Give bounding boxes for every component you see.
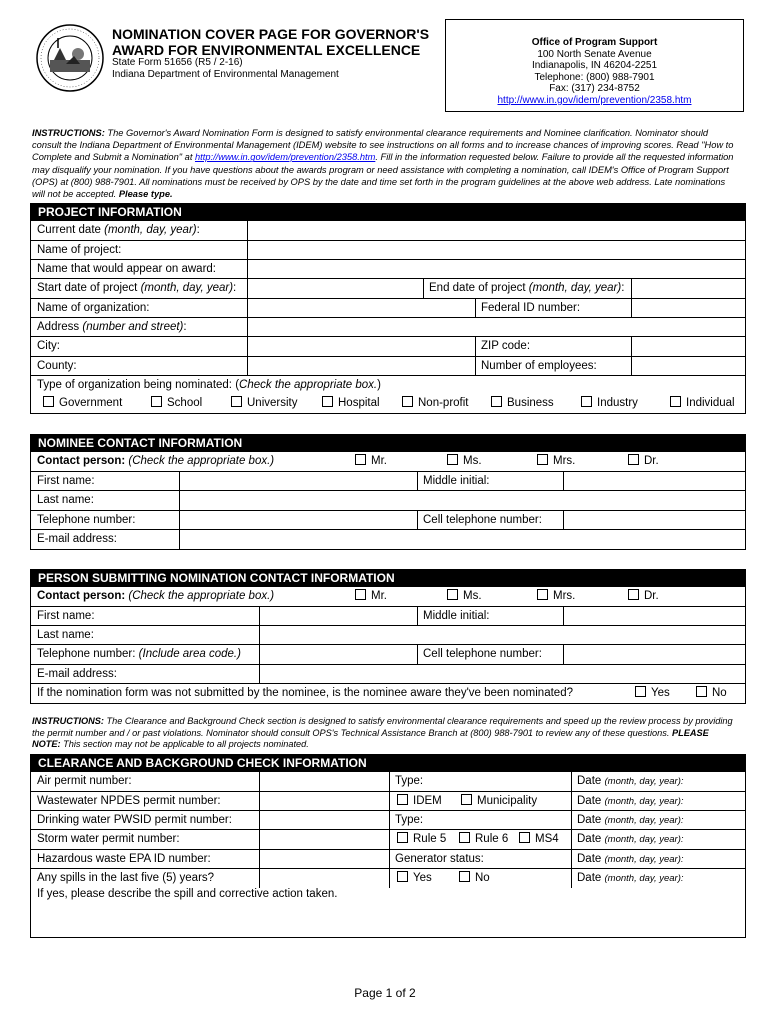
organization-row <box>31 299 745 318</box>
nominee-section-header: NOMINEE CONTACT INFORMATION <box>30 434 746 452</box>
office-fax: Fax: (317) 234-8752 <box>549 83 640 95</box>
npdes-idem-option[interactable]: IDEM <box>397 792 442 811</box>
nominee-cell-field[interactable] <box>563 511 745 529</box>
instructions-paragraph <box>32 127 738 200</box>
storm-ms4-option[interactable]: MS4 <box>519 830 559 849</box>
office-name: Office of Program Support <box>531 37 658 48</box>
nominee-section <box>30 452 746 550</box>
instructions-emphasis: Please type. <box>118 189 173 200</box>
address-row <box>31 318 745 337</box>
submitter-first-name-field[interactable] <box>259 607 417 625</box>
epa-id-label: Hazardous waste EPA ID number: <box>37 853 211 865</box>
org-name-label: Name of organization: <box>37 302 150 314</box>
storm-water-row <box>31 830 745 850</box>
checkbox[interactable] <box>537 589 548 600</box>
nominee-title-ms[interactable]: Ms. <box>447 452 482 471</box>
spill-description-row[interactable] <box>31 885 745 937</box>
submitter-middle-initial-field[interactable] <box>563 607 745 625</box>
pwsid-type-label: Type: <box>395 814 424 826</box>
clearance-instructions-text: The Clearance and Background Check section is designed to satisfy environmental clearance requirements and speed up the review process by providing the permit number and / or past violations. Nominator should consult OPS's Technical Assistance Branch at (800) 988-7901 to review any of these questions. <box>32 716 733 738</box>
nominee-email-label: E-mail address: <box>37 533 117 545</box>
instructions-label: INSTRUCTIONS: <box>32 128 105 138</box>
office-telephone: Telephone: (800) 988-7901 <box>534 71 655 83</box>
checkbox[interactable] <box>537 454 548 465</box>
nominee-email-field[interactable] <box>179 530 745 549</box>
org-option-industry[interactable]: Industry <box>581 394 638 413</box>
checkbox[interactable] <box>397 794 408 805</box>
air-permit-row <box>31 772 745 792</box>
start-date-label: Start date of project (month, day, year): <box>37 282 237 294</box>
org-option-school[interactable]: School <box>151 394 202 413</box>
nominee-title-mr[interactable]: Mr. <box>355 452 387 471</box>
checkbox[interactable] <box>43 396 54 407</box>
nominee-phone-row <box>31 511 745 530</box>
epa-date-label: Date (month, day, year): <box>577 853 684 865</box>
pwsid-label: Drinking water PWSID permit number: <box>37 814 232 826</box>
submitter-email-field[interactable] <box>259 665 745 683</box>
office-info-box <box>445 19 744 112</box>
air-type-label: Type: <box>395 775 424 787</box>
checkbox[interactable] <box>397 832 408 843</box>
nominee-aware-yes[interactable]: Yes <box>635 684 670 703</box>
storm-rule5-option[interactable]: Rule 5 <box>397 830 446 849</box>
submitter-phone-label: Telephone number: (Include area code.) <box>37 648 241 660</box>
storm-water-field[interactable] <box>259 830 389 849</box>
clearance-section-header: CLEARANCE AND BACKGROUND CHECK INFORMATION <box>30 754 746 772</box>
epa-id-row <box>31 850 745 869</box>
nominee-first-name-label: First name: <box>37 475 95 487</box>
indiana-state-seal <box>36 24 104 92</box>
air-permit-label: Air permit number: <box>37 775 132 787</box>
spills-no-option[interactable]: No <box>459 869 490 888</box>
nominee-first-name-row <box>31 472 745 491</box>
checkbox[interactable] <box>459 871 470 882</box>
checkbox[interactable] <box>491 396 502 407</box>
clearance-note-text: This section may not be applicable to all projects nominated. <box>60 739 309 750</box>
checkbox[interactable] <box>447 589 458 600</box>
submitter-phone-row <box>31 645 745 665</box>
submitter-title-dr[interactable]: Dr. <box>628 587 659 606</box>
address-label: Address (number and street): <box>37 321 187 333</box>
project-section <box>30 221 746 414</box>
current-date-label: Current date (month, day, year): <box>37 224 200 236</box>
clearance-instructions <box>32 716 738 751</box>
checkbox[interactable] <box>397 871 408 882</box>
project-section-header: PROJECT INFORMATION <box>30 203 746 221</box>
nominee-title-mrs[interactable]: Mrs. <box>537 452 575 471</box>
nominee-contact-row <box>31 452 745 472</box>
nominee-last-name-label: Last name: <box>37 494 94 506</box>
submitter-section-header: PERSON SUBMITTING NOMINATION CONTACT INFORMATION <box>30 569 746 587</box>
city-row <box>31 337 745 357</box>
npdes-label: Wastewater NPDES permit number: <box>37 795 221 807</box>
spills-date-label: Date (month, day, year): <box>577 872 684 884</box>
generator-status-label: Generator status: <box>395 853 484 865</box>
org-option-university[interactable]: University <box>231 394 297 413</box>
clearance-section <box>30 772 746 938</box>
nominee-contact-label: Contact person: (Check the appropriate box.) <box>37 455 275 467</box>
clearance-note-label: PLEASE NOTE: <box>32 727 709 750</box>
employees-field[interactable] <box>631 357 745 375</box>
checkbox[interactable] <box>581 396 592 407</box>
county-row <box>31 357 745 376</box>
office-address: 100 North Senate Avenue <box>537 48 652 60</box>
org-option-individual[interactable]: Individual <box>670 394 735 413</box>
submitter-section <box>30 587 746 704</box>
storm-date-label: Date (month, day, year): <box>577 833 684 845</box>
instructions-link[interactable]: http://www.in.gov/idem/prevention/2358.htm <box>194 152 376 163</box>
npdes-municipality-option[interactable]: Municipality <box>461 792 537 811</box>
office-url-link[interactable]: http://www.in.gov/idem/prevention/2358.htm <box>497 94 692 106</box>
nominee-cell-label: Cell telephone number: <box>423 514 542 526</box>
nominee-last-name-field[interactable] <box>179 491 745 510</box>
org-option-nonprofit[interactable]: Non-profit <box>402 394 469 413</box>
checkbox[interactable] <box>402 396 413 407</box>
air-date-label: Date (month, day, year): <box>577 775 684 787</box>
department-name: Indiana Department of Environmental Management <box>112 69 339 80</box>
title-line-1: NOMINATION COVER PAGE FOR GOVERNOR'S <box>112 26 430 42</box>
end-date-field[interactable] <box>631 279 745 298</box>
storm-rule6-option[interactable]: Rule 6 <box>459 830 508 849</box>
submitter-last-name-label: Last name: <box>37 629 94 641</box>
submitter-middle-initial-label: Middle initial: <box>423 610 490 622</box>
checkbox[interactable] <box>447 454 458 465</box>
submitter-cell-label: Cell telephone number: <box>423 648 542 660</box>
checkbox[interactable] <box>670 396 681 407</box>
county-label: County: <box>37 360 77 372</box>
org-option-hospital[interactable]: Hospital <box>322 394 380 413</box>
checkbox[interactable] <box>231 396 242 407</box>
city-field[interactable] <box>247 337 475 356</box>
checkbox[interactable] <box>151 396 162 407</box>
submitter-cell-field[interactable] <box>563 645 745 664</box>
zip-label: ZIP code: <box>481 340 531 352</box>
project-name-field[interactable] <box>247 241 745 259</box>
nominee-aware-question: If the nomination form was not submitted by the nominee, is the nominee aware they've been nominated? <box>37 687 573 699</box>
nominee-aware-row <box>31 684 745 703</box>
org-option-government[interactable]: Government <box>43 394 122 413</box>
instructions-text-a: The Governor's Award Nomination Form is designed to satisfy environmental clearance requirements and Nominee clarification. Nominator should consult the Indiana Department of Environmental Management (IDEM) website to see instructions on all forms and to increase chances of improving scores. Read "How to Complete and Submit a Nomination" at <box>32 128 734 163</box>
spills-yes-option[interactable]: Yes <box>397 869 432 888</box>
submitter-first-name-row <box>31 607 745 626</box>
award-name-label: Name that would appear on award: <box>37 263 216 275</box>
org-type-row <box>31 376 745 413</box>
submitter-title-ms[interactable]: Ms. <box>447 587 482 606</box>
checkbox[interactable] <box>635 686 646 697</box>
org-name-field[interactable] <box>247 299 475 317</box>
pwsid-row <box>31 811 745 830</box>
checkbox[interactable] <box>355 454 366 465</box>
office-city: Indianapolis, IN 46204-2251 <box>531 60 658 72</box>
submitter-last-name-field[interactable] <box>259 626 745 644</box>
instructions-text-b: . Fill in the information requested below. Failure to provide all the requested information may disqualify your nomination. If you have questions about the awards program or need assistance with completing a nomination, call IDEM's Office of Program Support (OPS) at (800) 988-7901. All nominations must be received by OPS by the date and time set forth in the program guidelines at the above web address. Late nominations will not be accepted. <box>32 152 734 200</box>
project-dates-row <box>31 279 745 299</box>
form-title <box>112 26 429 58</box>
checkbox[interactable] <box>628 454 639 465</box>
federal-id-label: Federal ID number: <box>481 302 581 314</box>
county-field[interactable] <box>247 357 475 375</box>
award-name-row <box>31 260 745 279</box>
award-name-field[interactable] <box>247 260 745 278</box>
clearance-instructions-label: INSTRUCTIONS: <box>32 716 104 726</box>
npdes-field[interactable] <box>259 792 389 810</box>
nominee-middle-initial-label: Middle initial: <box>423 475 490 487</box>
address-field[interactable] <box>247 318 745 336</box>
submitter-last-name-row <box>31 626 745 645</box>
org-option-business[interactable]: Business <box>491 394 554 413</box>
nominee-last-name-row <box>31 491 745 511</box>
submitter-title-mrs[interactable]: Mrs. <box>537 587 575 606</box>
submitter-email-label: E-mail address: <box>37 668 117 680</box>
federal-id-field[interactable] <box>631 299 745 317</box>
submitter-contact-label: Contact person: (Check the appropriate box.) <box>37 590 275 602</box>
pwsid-date-label: Date (month, day, year): <box>577 814 684 826</box>
nominee-phone-label: Telephone number: <box>37 514 136 526</box>
submitter-first-name-label: First name: <box>37 610 95 622</box>
org-type-label: Type of organization being nominated: (Check the appropriate box.) <box>37 379 381 391</box>
submitter-contact-row <box>31 587 745 607</box>
current-date-row <box>31 221 745 241</box>
pwsid-field[interactable] <box>259 811 389 829</box>
checkbox[interactable] <box>461 794 472 805</box>
epa-id-field[interactable] <box>259 850 389 868</box>
submitter-phone-field[interactable] <box>259 645 417 664</box>
checkbox[interactable] <box>459 832 470 843</box>
checkbox[interactable] <box>355 589 366 600</box>
nominee-first-name-field[interactable] <box>179 472 417 490</box>
submitter-email-row <box>31 665 745 684</box>
checkbox[interactable] <box>628 589 639 600</box>
end-date-label: End date of project (month, day, year): <box>429 282 625 294</box>
title-line-2: AWARD FOR ENVIRONMENTAL EXCELLENCE <box>112 42 421 58</box>
start-date-field[interactable] <box>247 279 423 298</box>
nominee-aware-no[interactable]: No <box>696 684 727 703</box>
npdes-date-label: Date (month, day, year): <box>577 795 684 807</box>
spills-label: Any spills in the last five (5) years? <box>37 872 215 884</box>
nominee-email-row <box>31 530 745 549</box>
submitter-title-mr[interactable]: Mr. <box>355 587 387 606</box>
checkbox[interactable] <box>322 396 333 407</box>
air-permit-field[interactable] <box>259 772 389 791</box>
spill-description-label: If yes, please describe the spill and corrective action taken. <box>37 888 338 900</box>
storm-water-label: Storm water permit number: <box>37 833 180 845</box>
nominee-phone-field[interactable] <box>179 511 417 529</box>
employees-label: Number of employees: <box>481 360 597 372</box>
page-number: Page 1 of 2 <box>354 986 416 1000</box>
checkbox[interactable] <box>519 832 530 843</box>
checkbox[interactable] <box>696 686 707 697</box>
city-label: City: <box>37 340 60 352</box>
zip-field[interactable] <box>631 337 745 356</box>
project-name-label: Name of project: <box>37 244 122 256</box>
nominee-middle-initial-field[interactable] <box>563 472 745 490</box>
nominee-title-dr[interactable]: Dr. <box>628 452 659 471</box>
current-date-field[interactable] <box>247 221 745 240</box>
form-number: State Form 51656 (R5 / 2-16) <box>112 57 243 68</box>
npdes-row <box>31 792 745 811</box>
project-name-row <box>31 241 745 260</box>
